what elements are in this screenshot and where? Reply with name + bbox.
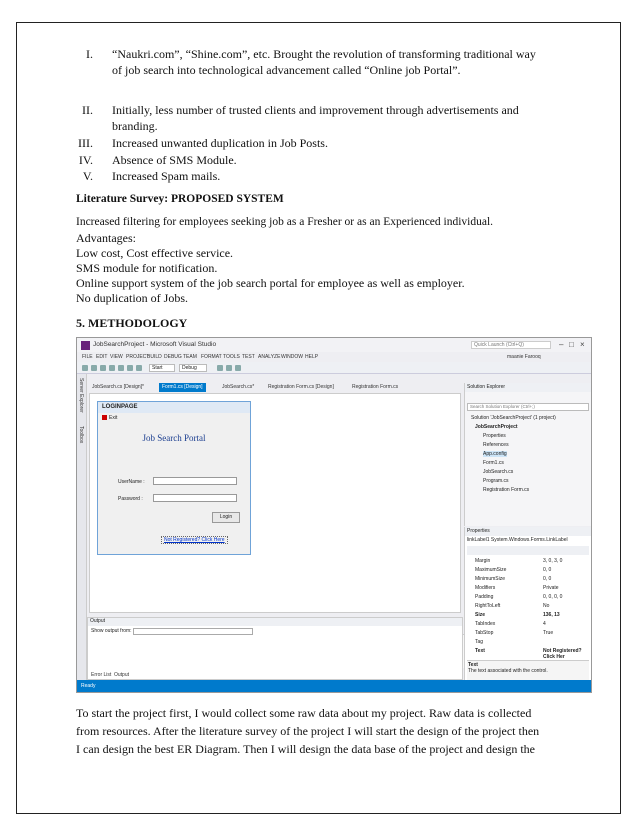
paragraph-line: I can design the best ER Diagram. Then I will design the data base of the project and design the (76, 742, 535, 756)
output-source-select[interactable] (133, 628, 253, 635)
menu-file[interactable]: FILE (82, 354, 93, 360)
property-row[interactable]: Margin 3, 0, 3, 0 (475, 558, 563, 564)
vs-title-bar (77, 338, 591, 352)
properties-object[interactable]: linkLabel1 System.Windows.Forms.LinkLabel (467, 537, 568, 543)
list-item-text: of job search into technological advancement called “Online job Portal”. (112, 63, 461, 77)
property-row[interactable]: Text Not Registered? Click Her (475, 648, 582, 660)
password-label: Password : (118, 496, 143, 502)
forward-icon[interactable] (91, 365, 97, 371)
list-item-text: Increased Spam mails. (112, 169, 221, 183)
property-row[interactable]: TabIndex 4 (475, 621, 546, 627)
tool-icon[interactable] (235, 365, 241, 371)
list-number: III. (78, 136, 93, 150)
property-row[interactable]: RightToLeft No (475, 603, 550, 609)
tab-output[interactable]: Output (114, 672, 130, 678)
solution-explorer-title: Solution Explorer (465, 383, 591, 392)
list-number: I. (86, 47, 93, 61)
tab-jobsearch-design[interactable]: JobSearch.cs [Design]* (92, 384, 144, 390)
property-row[interactable]: MinimumSize 0, 0 (475, 576, 552, 582)
menu-help[interactable]: HELP (305, 354, 319, 360)
property-row[interactable]: Padding 0, 0, 0, 0 (475, 594, 563, 600)
description-text: The text associated with the control. (468, 668, 548, 674)
menu-view[interactable]: VIEW (110, 354, 123, 360)
output-title: Output (88, 618, 462, 626)
user-name[interactable]: maanie Farooq (507, 354, 541, 360)
property-row[interactable]: MaximumSize 0, 0 (475, 567, 552, 573)
survey-heading: Literature Survey: PROPOSED SYSTEM (76, 193, 284, 205)
tree-item[interactable]: JobSearchProject (475, 424, 518, 430)
list-number: V. (82, 169, 93, 183)
menu-build[interactable]: BUILD (147, 354, 162, 360)
list-item-text: “Naukri.com”, “Shine.com”, etc. Brought the revolution of transforming traditional way (112, 47, 536, 61)
list-number: IV. (78, 153, 93, 167)
advantages-line: Online support system of the job search portal for employee as well as employer. (76, 276, 465, 290)
paragraph-line: To start the project first, I would collect some raw data about my project. Raw data is collected (76, 706, 532, 720)
list-item-text: Absence of SMS Module. (112, 153, 237, 167)
survey-intro: Increased filtering for employees seeking job as a Fresher or as an Experienced individual. (76, 216, 494, 228)
tree-item[interactable]: References (483, 442, 509, 448)
advantages-line: Low cost, Cost effective service. (76, 246, 234, 260)
tree-item[interactable]: Solution 'JobSearchProject' (1 project) (471, 415, 556, 421)
quick-launch-input[interactable]: Quick Launch (Ctrl+Q) (471, 341, 551, 349)
side-tool-strip (77, 374, 87, 680)
menu-edit[interactable]: EDIT (96, 354, 108, 360)
document-tabs (87, 383, 462, 393)
property-description (467, 660, 589, 680)
tree-item[interactable]: App.config (483, 451, 507, 457)
advantages-line: Advantages: (76, 231, 136, 245)
properties-title: Properties (465, 527, 591, 536)
menu-tools[interactable]: TOOLS (223, 354, 240, 360)
methodology-heading: 5. METHODOLOGY (76, 316, 188, 330)
vs-toolbar (77, 362, 591, 374)
menu-project[interactable]: PROJECT (126, 354, 150, 360)
close-icon[interactable]: × (580, 340, 585, 349)
solution-explorer (464, 383, 591, 526)
list-number: II. (82, 103, 93, 117)
tab-registration-code[interactable]: Registration Form.cs (352, 384, 399, 390)
tab-error-list[interactable]: Error List (91, 672, 112, 678)
exit-menu-item[interactable] (102, 415, 117, 421)
menu-format[interactable]: FORMAT (201, 354, 222, 360)
show-output-label: Show output from: (91, 628, 132, 634)
properties-toolbar (467, 546, 589, 555)
status-bar: Ready (77, 680, 591, 692)
property-row[interactable]: Size 136, 13 (475, 612, 560, 618)
tool-icon[interactable] (226, 365, 232, 371)
undo-icon[interactable] (127, 365, 133, 371)
list-item-text: branding. (112, 119, 158, 133)
username-input[interactable] (153, 477, 237, 485)
property-row[interactable]: Tag (475, 639, 484, 645)
register-link[interactable]: Not Registered? Click Here (161, 536, 228, 544)
visual-studio-screenshot (76, 337, 592, 693)
paragraph-line: from resources. After the literature survey of the project I will start the design of the project then (76, 724, 540, 738)
exit-icon (102, 415, 107, 420)
config-select[interactable]: Debug (179, 364, 207, 372)
description-title: Text (468, 662, 478, 668)
exit-label: Exit (109, 415, 118, 421)
redo-icon[interactable] (136, 365, 142, 371)
list-item-text: Initially, less number of trusted clients and improvement through advertisements and (112, 103, 519, 117)
login-form-title: LOGINPAGE (98, 402, 250, 413)
advantages-line: No duplication of Jobs. (76, 291, 188, 305)
save-icon[interactable] (118, 365, 124, 371)
server-explorer-tab[interactable]: Server Explorer (78, 378, 84, 413)
menu-debug[interactable]: DEBUG (164, 354, 182, 360)
tree-item[interactable]: Program.cs (483, 478, 509, 484)
property-row[interactable]: TabStop True (475, 630, 554, 636)
tool-icon[interactable] (217, 365, 223, 371)
solution-explorer-toolbar (465, 393, 591, 401)
maximize-icon[interactable]: □ (569, 340, 574, 349)
tree-item[interactable]: JobSearch.cs (483, 469, 514, 475)
property-row[interactable]: Modifiers Private (475, 585, 559, 591)
menu-analyze[interactable]: ANALYZE (258, 354, 281, 360)
tab-registration-design[interactable]: Registration Form.cs [Design] (268, 384, 334, 390)
output-panel (87, 617, 463, 680)
back-icon[interactable] (82, 365, 88, 371)
portal-heading: Job Search Portal (142, 433, 206, 443)
vs-window-title: JobSearchProject - Microsoft Visual Studio (93, 341, 217, 348)
start-button[interactable]: Start (149, 364, 175, 372)
vs-menu-bar (77, 352, 591, 362)
tree-item[interactable]: Registration Form.cs (483, 487, 530, 493)
menu-team[interactable]: TEAM (183, 354, 197, 360)
login-form[interactable] (97, 401, 251, 555)
form-designer (89, 393, 461, 613)
menu-test[interactable]: TEST (242, 354, 255, 360)
username-label: UserName : (118, 479, 145, 485)
tab-form1-design[interactable]: Form1.cs [Design] (159, 383, 206, 392)
toolbox-tab[interactable]: Toolbox (78, 426, 84, 444)
tree-item[interactable]: Form1.cs (483, 460, 504, 466)
tab-jobsearch-code[interactable]: JobSearch.cs* (222, 384, 255, 390)
solution-search-input[interactable]: Search Solution Explorer (Ctrl+;) (467, 403, 589, 411)
vs-logo-icon (81, 341, 90, 350)
menu-window[interactable]: WINDOW (281, 354, 303, 360)
new-icon[interactable] (100, 365, 106, 371)
login-button[interactable]: Login (212, 512, 240, 523)
minimize-icon[interactable]: – (559, 340, 564, 349)
list-item-text: Increased unwanted duplication in Job Posts. (112, 136, 328, 150)
open-icon[interactable] (109, 365, 115, 371)
password-input[interactable] (153, 494, 237, 502)
properties-panel (464, 527, 591, 680)
advantages-line: SMS module for notification. (76, 261, 218, 275)
tree-item[interactable]: Properties (483, 433, 506, 439)
